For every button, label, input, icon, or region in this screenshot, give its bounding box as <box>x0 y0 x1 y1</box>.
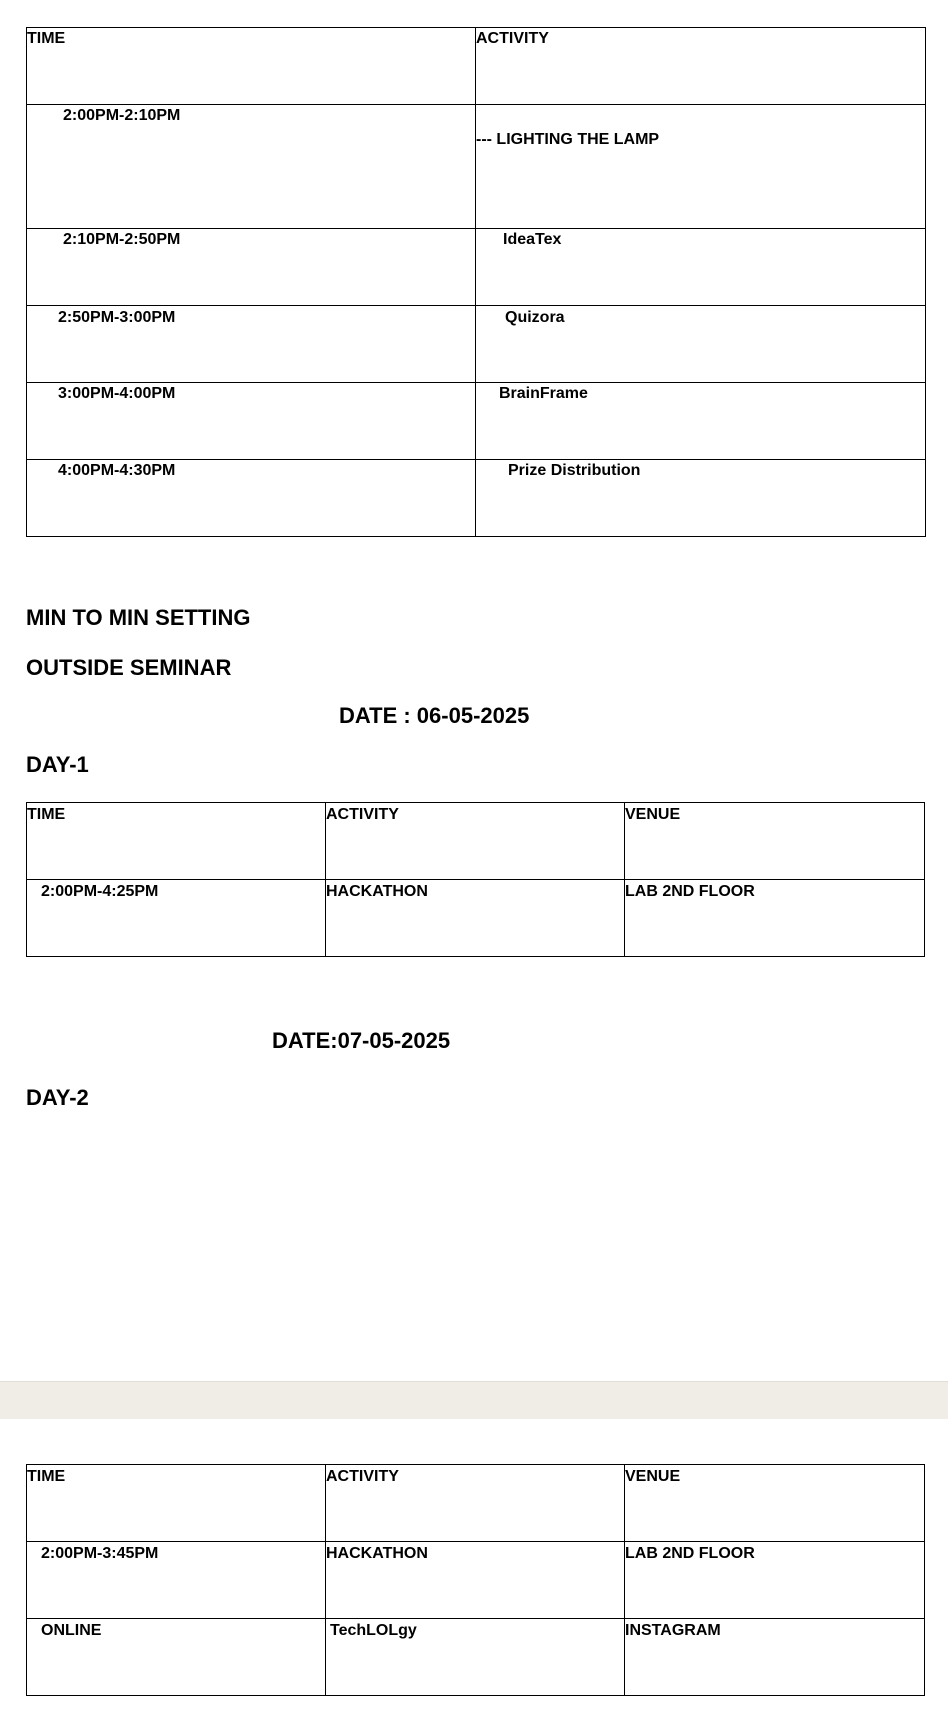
activity-header: ACTIVITY <box>326 806 399 823</box>
activity-cell: --- LIGHTING THE LAMP <box>476 131 660 148</box>
activity-header: ACTIVITY <box>326 1468 399 1485</box>
venue-cell: INSTAGRAM <box>625 1622 721 1639</box>
page-separator <box>0 1381 948 1420</box>
activity-cell: TechLOLgy <box>330 1622 417 1639</box>
venue-header: VENUE <box>625 806 681 823</box>
time-cell: 2:00PM-3:45PM <box>41 1545 159 1562</box>
activity-cell: HACKATHON <box>326 883 428 900</box>
program-schedule-table <box>26 27 926 537</box>
activity-header: ACTIVITY <box>476 30 549 47</box>
min-to-min-heading: MIN TO MIN SETTING <box>26 605 251 630</box>
activity-cell: IdeaTex <box>503 231 562 248</box>
activity-header-cell <box>476 28 926 105</box>
outside-seminar-heading: OUTSIDE SEMINAR <box>26 655 232 680</box>
day2-date: DATE:07-05-2025 <box>272 1028 451 1053</box>
venue-cell: LAB 2ND FLOOR <box>625 883 755 900</box>
table-header-row <box>27 28 926 105</box>
activity-cell: HACKATHON <box>326 1545 428 1562</box>
activity-cell: BrainFrame <box>499 385 588 402</box>
venue-cell: LAB 2ND FLOOR <box>625 1545 755 1562</box>
time-cell: 2:50PM-3:00PM <box>58 309 176 326</box>
time-cell: 2:10PM-2:50PM <box>63 231 181 248</box>
table-header-row <box>27 1465 925 1542</box>
time-header: TIME <box>27 1468 66 1485</box>
time-cell: ONLINE <box>41 1622 102 1639</box>
time-cell: 3:00PM-4:00PM <box>58 385 176 402</box>
table-row <box>27 105 926 229</box>
day2-schedule-table <box>26 1464 925 1696</box>
table-row <box>27 1542 925 1619</box>
table-row <box>27 229 926 306</box>
table-row <box>27 306 926 383</box>
time-header-cell <box>27 28 476 105</box>
time-cell: 2:00PM-2:10PM <box>63 107 181 124</box>
day1-date: DATE : 06-05-2025 <box>339 703 530 728</box>
time-header: TIME <box>27 806 66 823</box>
activity-cell: Quizora <box>505 309 565 326</box>
table-header-row <box>27 803 925 880</box>
day1-schedule-table <box>26 802 925 957</box>
time-cell: 4:00PM-4:30PM <box>58 462 176 479</box>
time-header: TIME <box>27 30 66 47</box>
day2-label: DAY-2 <box>26 1085 89 1110</box>
table-row <box>27 383 926 460</box>
table-row <box>27 1619 925 1696</box>
day1-label: DAY-1 <box>26 752 89 777</box>
table-row <box>27 880 925 957</box>
document-page-2 <box>0 1419 948 1721</box>
table-row <box>27 460 926 537</box>
time-cell: 2:00PM-4:25PM <box>41 883 159 900</box>
venue-header: VENUE <box>625 1468 681 1485</box>
activity-cell: Prize Distribution <box>508 462 641 479</box>
